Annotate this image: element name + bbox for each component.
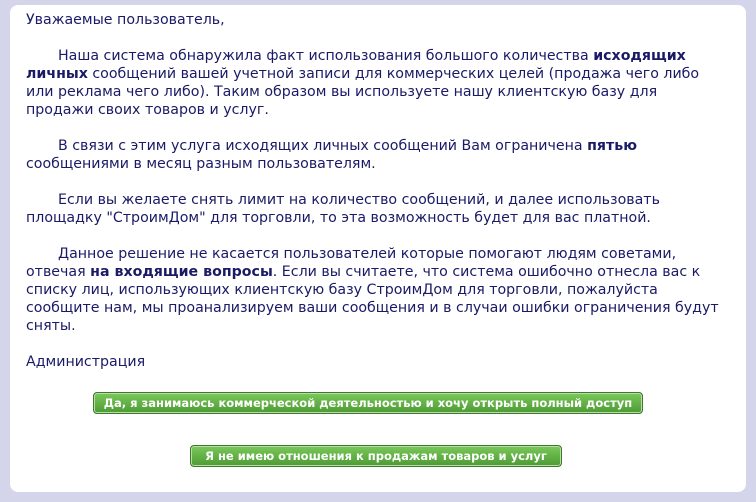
paragraph-limit bbox=[26, 137, 726, 173]
outgoing-personal-emphasis: исходящих личных bbox=[26, 48, 686, 82]
letter-body bbox=[26, 11, 726, 371]
paragraph-detection-text-before: Наша система обнаружила факт использования большого количества bbox=[58, 48, 594, 64]
paragraph-limit-text-after: сообщениями в месяц разным пользователям. bbox=[26, 156, 376, 172]
paragraph-exception-text-after: . Если вы считаете, что система ошибочно отнесла вас к списку лиц, использующих клиентскую базу СтроимДом для торговли, пожалуйста сообщите нам, мы проанализируем ваши сообщения и в случаи ошибки ограничения будут сняты. bbox=[26, 264, 719, 334]
paragraph-limit-text-before: В связи с этим услуга исходящих личных сообщений Вам ограничена bbox=[58, 138, 588, 154]
greeting: Уважаемые пользователь, bbox=[26, 12, 225, 28]
limit-count-emphasis: пятью bbox=[587, 138, 638, 154]
message-panel bbox=[10, 5, 746, 492]
paragraph-detection bbox=[26, 47, 726, 119]
signature: Администрация bbox=[26, 354, 146, 370]
not-commercial-button[interactable]: Я не имею отношения к продажам товаров и услуг bbox=[190, 445, 562, 467]
paragraph-exception-text-before: Данное решение не касается пользователей которые помогают людям советами, отвечая bbox=[26, 246, 677, 280]
open-full-access-button[interactable]: Да, я занимаюсь коммерческой деятельностью и хочу открыть полный доступ bbox=[93, 392, 643, 414]
incoming-questions-emphasis: на входящие вопросы bbox=[90, 264, 273, 280]
paragraph-paid-option: Если вы желаете снять лимит на количество сообщений, и далее использовать площадку "СтроимДом" для торговли, то эта возможность будет для вас платной. bbox=[26, 192, 660, 226]
paragraph-detection-text-after: сообщений вашей учетной записи для коммерческих целей (продажа чего либо или реклама чего либо). Таким образом вы используете нашу клиентскую базу для продажи своих товаров и услуг. bbox=[26, 66, 700, 118]
paragraph-exception bbox=[26, 245, 726, 335]
